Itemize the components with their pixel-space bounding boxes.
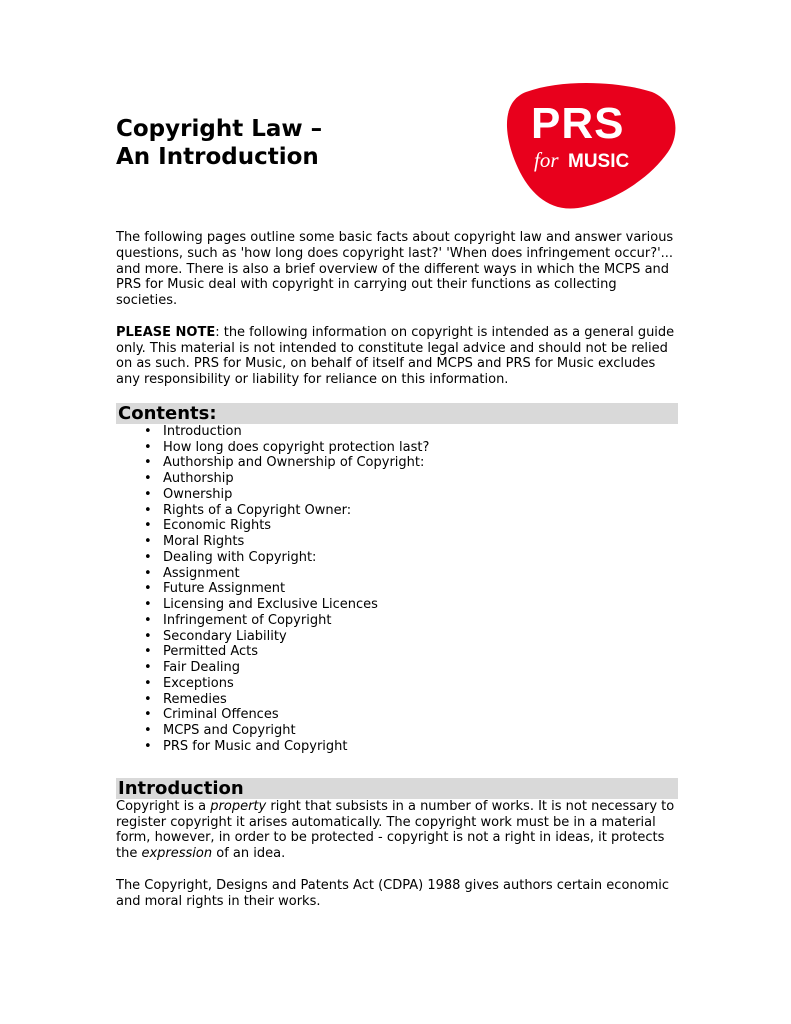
introduction-body: [116, 799, 678, 910]
contents-heading: Contents:: [116, 403, 678, 424]
contents-item-label: Criminal Offences: [163, 707, 279, 723]
contents-list-item: [116, 503, 678, 519]
title-line-1: Copyright Law –: [116, 116, 323, 142]
bullet-icon: •: [144, 471, 152, 487]
contents-list-item: [116, 455, 678, 471]
contents-list-item: [116, 581, 678, 597]
please-note-text: : the following information on copyright is intended as a general guide only. This material is not intended to constitute legal advice and should not be relied on as such. PRS for Music, on behalf of itself and MCPS and PRS for Music excludes any responsibility or liability for reliance on this information.: [116, 324, 675, 388]
introduction-emphasis-property: property: [210, 798, 267, 814]
logo-for-text: for: [534, 148, 559, 172]
contents-list-item: [116, 676, 678, 692]
contents-list-item: [116, 723, 678, 739]
contents-list-item: [116, 644, 678, 660]
contents-list-item: [116, 613, 678, 629]
please-note-label: PLEASE NOTE: [116, 324, 216, 340]
introduction-heading: Introduction: [116, 778, 678, 799]
introduction-paragraph-2: The Copyright, Designs and Patents Act (CDPA) 1988 gives authors certain economic and moral rights in their works.: [116, 877, 670, 909]
bullet-icon: •: [144, 502, 152, 518]
intro-paragraph: The following pages outline some basic facts about copyright law and answer various questions, such as 'how long does copyright last?' 'When does infringement occur?'... and more. There is also a brief overview of the different ways in which the MCPS and PRS for Music deal with copyright in carrying out their functions as collecting societies.: [116, 230, 674, 309]
contents-list-item: [116, 707, 678, 723]
contents-list-item: [116, 471, 678, 487]
bullet-icon: •: [144, 455, 152, 471]
bullet-icon: •: [144, 534, 152, 550]
contents-list-item: [116, 629, 678, 645]
bullet-icon: •: [144, 612, 152, 628]
bullet-icon: •: [144, 691, 152, 707]
contents-list-item: [116, 550, 678, 566]
logo-music-text: MUSIC: [568, 151, 630, 172]
contents-item-label: Fair Dealing: [163, 660, 241, 676]
contents-item-label: Dealing with Copyright:: [163, 549, 317, 565]
contents-list-item: [116, 597, 678, 613]
contents-item-label: Economic Rights: [163, 518, 272, 534]
contents-item-label: How long does copyright protection last?: [163, 439, 430, 455]
contents-item-label: Licensing and Exclusive Licences: [163, 597, 378, 613]
introduction-text-1a: Copyright is a: [116, 798, 211, 814]
bullet-icon: •: [144, 486, 152, 502]
contents-list-item: [116, 566, 678, 582]
bullet-icon: •: [144, 644, 152, 660]
contents-list-item: [116, 534, 678, 550]
prs-for-music-logo: [504, 82, 678, 209]
contents-item-label: Future Assignment: [163, 581, 286, 597]
bullet-icon: •: [144, 439, 152, 455]
introduction-text-1b: right that subsists in a number of works. It is not necessary to register copyright it arises automatically. The copyright work must be in a material form, however, in order to be protected - copyright is not a right in ideas, it protects the: [116, 798, 675, 862]
bullet-icon: •: [144, 549, 152, 565]
contents-list-item: [116, 739, 678, 755]
contents-list: [116, 424, 678, 755]
introduction-text-1c: of an idea.: [212, 846, 286, 862]
contents-item-label: Rights of a Copyright Owner:: [163, 502, 352, 518]
contents-item-label: Remedies: [163, 691, 227, 707]
bullet-icon: •: [144, 628, 152, 644]
document-body: [116, 230, 678, 925]
bullet-icon: •: [144, 707, 152, 723]
bullet-icon: •: [144, 597, 152, 613]
please-note-paragraph: [116, 325, 678, 388]
contents-item-label: Permitted Acts: [163, 644, 259, 660]
contents-item-label: Authorship and Ownership of Copyright:: [163, 455, 425, 471]
bullet-icon: •: [144, 565, 152, 581]
contents-item-label: PRS for Music and Copyright: [163, 738, 348, 754]
contents-item-label: Ownership: [163, 486, 233, 502]
bullet-icon: •: [144, 738, 152, 754]
bullet-icon: •: [144, 723, 152, 739]
introduction-emphasis-expression: expression: [141, 846, 213, 862]
bullet-icon: •: [144, 423, 152, 439]
contents-list-item: [116, 487, 678, 503]
title-line-2: An Introduction: [116, 144, 319, 170]
contents-item-label: Assignment: [163, 565, 240, 581]
contents-list-item: [116, 440, 678, 456]
contents-list-item: [116, 424, 678, 440]
logo-prs-text: PRS: [531, 99, 625, 148]
contents-item-label: Introduction: [163, 423, 242, 439]
contents-item-label: Exceptions: [163, 675, 234, 691]
page-title: [116, 115, 322, 171]
contents-list-item: [116, 692, 678, 708]
bullet-icon: •: [144, 518, 152, 534]
contents-item-label: Infringement of Copyright: [163, 612, 332, 628]
contents-item-label: Secondary Liability: [163, 628, 287, 644]
contents-list-item: [116, 660, 678, 676]
contents-item-label: MCPS and Copyright: [163, 723, 296, 739]
contents-item-label: Moral Rights: [163, 534, 245, 550]
bullet-icon: •: [144, 675, 152, 691]
contents-list-item: [116, 518, 678, 534]
contents-item-label: Authorship: [163, 471, 234, 487]
bullet-icon: •: [144, 660, 152, 676]
bullet-icon: •: [144, 581, 152, 597]
introduction-paragraph-1: [116, 799, 678, 862]
